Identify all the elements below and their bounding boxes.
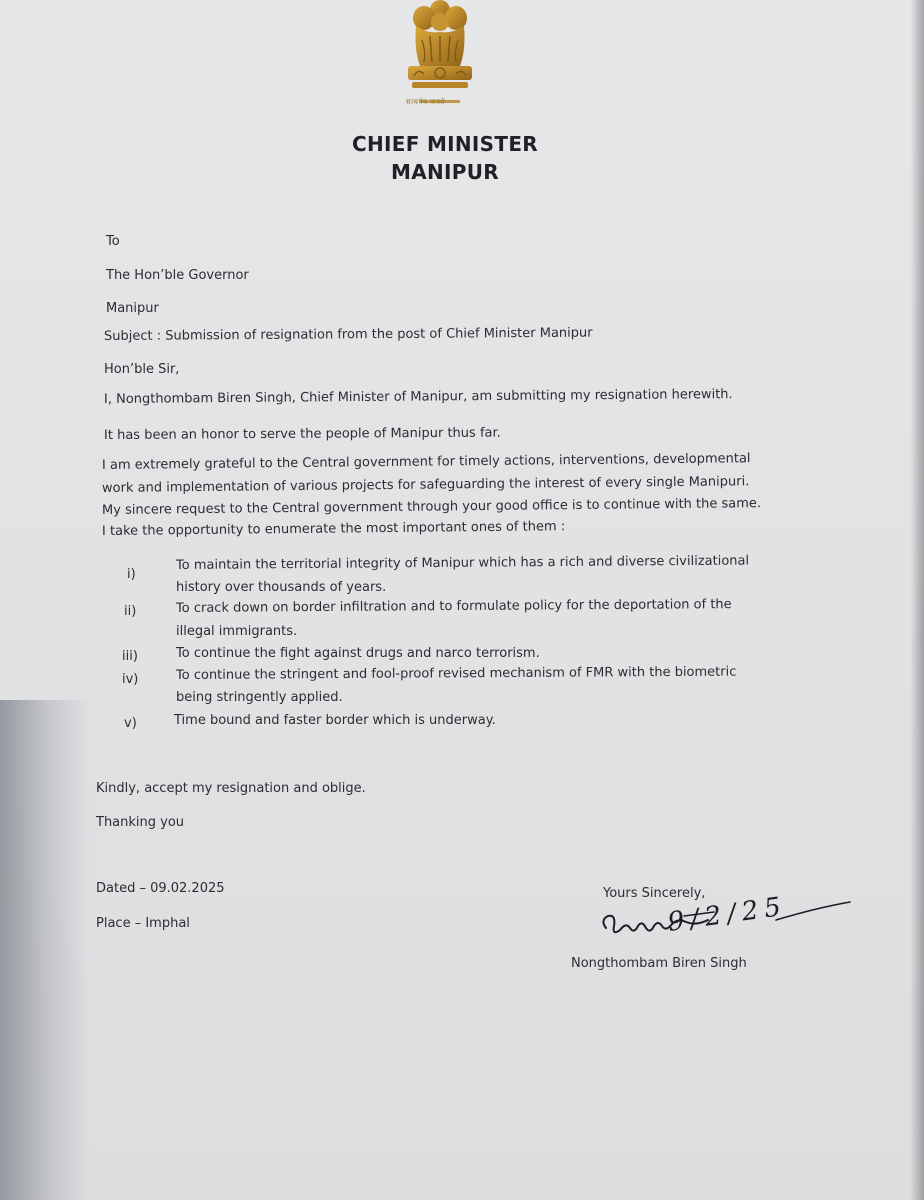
point-text-line-1: To continue the stringent and fool-proof revised mechanism of FMR with the biometric — [175, 664, 737, 683]
address-to: To — [106, 234, 120, 249]
closing-request: Kindly, accept my resignation and oblige. — [96, 781, 366, 796]
page-shadow — [0, 700, 90, 1200]
point-number: iv) — [122, 672, 139, 687]
closing-thanks: Thanking you — [96, 815, 185, 830]
point-text-line-1: To continue the fight against drugs and narco terrorism. — [176, 646, 540, 661]
emblem-motto: सत्यमेव जयते — [406, 98, 445, 106]
letterhead-state: MANIPUR — [391, 160, 499, 184]
address-recipient: The Hon’ble Governor — [106, 268, 249, 283]
point-number: i) — [127, 567, 136, 582]
point-text-line-1: To maintain the territorial integrity of Manipur which has a rich and diverse civilizational — [175, 553, 750, 573]
signatory-name: Nongthombam Biren Singh — [571, 956, 747, 971]
dated: Dated – 09.02.2025 — [96, 881, 225, 896]
point-number: iii) — [122, 649, 138, 664]
point-text-line-2: history over thousands of years. — [176, 580, 387, 595]
subject-line: Subject : Submission of resignation from the post of Chief Minister Manipur — [103, 325, 593, 344]
body-paragraph-1: I, Nongthombam Biren Singh, Chief Minister of Manipur, am submitting my resignation herewith. — [103, 387, 733, 407]
body-paragraph-3-line-4: I take the opportunity to enumerate the most important ones of them : — [101, 519, 566, 539]
body-paragraph-2: It has been an honor to serve the people of Manipur thus far. — [103, 425, 501, 443]
body-paragraph-3-line-2: work and implementation of various projects for safeguarding the interest of every single Manipuri. — [101, 474, 750, 496]
point-number: ii) — [124, 604, 137, 619]
national-emblem-icon — [400, 0, 480, 112]
place: Place – Imphal — [96, 916, 190, 931]
point-number: v) — [124, 716, 137, 731]
point-text-line-2: being stringently applied. — [176, 690, 343, 705]
yours-sincerely: Yours Sincerely, — [603, 886, 706, 901]
letterhead-title: CHIEF MINISTER — [352, 132, 538, 156]
body-paragraph-3-line-3: My sincere request to the Central government through your good office is to continue with the same. — [101, 496, 762, 518]
point-text-line-1: To crack down on border infiltration and to formulate policy for the deportation of the — [175, 597, 732, 616]
point-text-line-2: illegal immigrants. — [176, 624, 298, 639]
signature-date: 9/2/25 — [665, 891, 789, 938]
salutation: Hon’ble Sir, — [104, 362, 180, 377]
page-edge — [910, 0, 924, 1200]
body-paragraph-3-line-1: I am extremely grateful to the Central government for timely actions, interventions, developmental — [101, 451, 751, 473]
address-place: Manipur — [106, 301, 159, 316]
point-text-line-1: Time bound and faster border which is underway. — [174, 713, 496, 728]
